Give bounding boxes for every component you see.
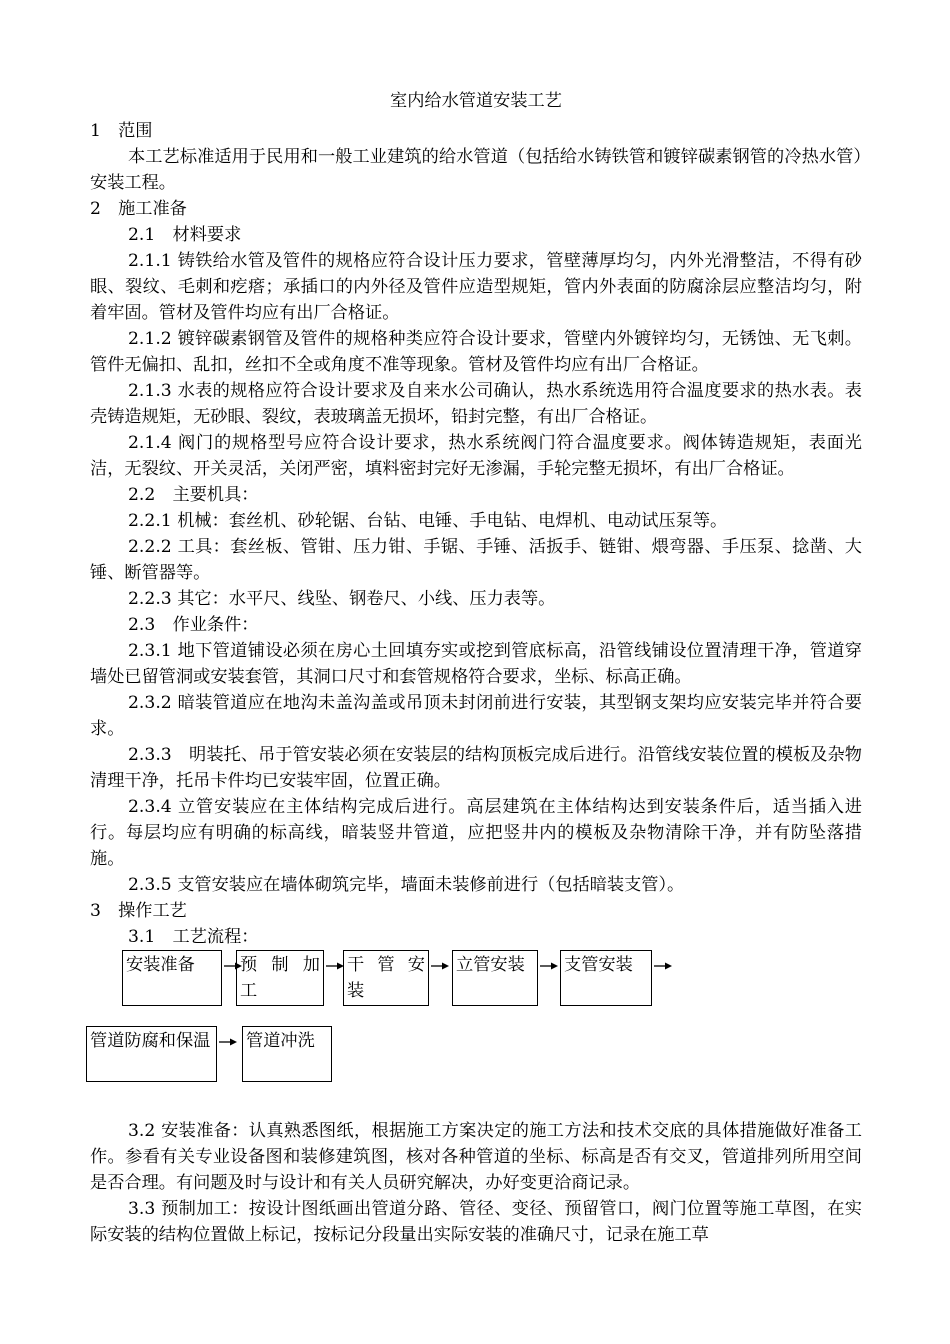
flow-arrow-icon <box>540 960 558 972</box>
clause-2-1-1: 2.1.1 铸铁给水管及管件的规格应符合设计压力要求，管壁薄厚均匀，内外光滑整洁，不得有砂眼、裂纹、毛刺和疙瘩；承插口的内外径及管件应造型规矩，管内外表面的防腐涂层应整洁均匀，附着牢固。管材及管件均应有出厂合格证。 <box>90 251 862 323</box>
clause-2-3-1: 2.3.1 地下管道铺设必须在房心土回填夯实或挖到管底标高，沿管线铺设位置清理干净，管道穿墙处已留管洞或安装套管，其洞口尺寸和套管规格符合要求，坐标、标高正确。 <box>90 641 862 687</box>
flow-arrow-icon <box>326 960 344 972</box>
flow-step-main-pipe: 干 管 安 装 <box>343 950 429 1006</box>
clause-2-2-3: 2.2.3 其它：水平尺、线坠、钢卷尺、小线、压力表等。 <box>128 589 556 609</box>
section-3-1-heading: 3.1 工艺流程： <box>128 927 259 947</box>
clause-3-3: 3.3 预制加工：按设计图纸画出管道分路、管径、变径、预留管口，阀门位置等施工草图，在实际安装的结构位置做上标记，按标记分段量出实际安装的准确尺寸，记录在施工草 <box>90 1199 862 1245</box>
flow-step-install-prep: 安装准备 <box>122 950 222 1006</box>
section-1-heading: 1 范围 <box>90 121 153 141</box>
flow-arrow-icon <box>219 1036 237 1048</box>
section-3-heading: 3 操作工艺 <box>90 901 187 921</box>
clause-2-1-2: 2.1.2 镀锌碳素钢管及管件的规格种类应符合设计要求，管壁内外镀锌均匀，无锈蚀、无飞刺。管件无偏扣、乱扣，丝扣不全或角度不准等现象。管材及管件均应有出厂合格证。 <box>90 329 862 375</box>
flow-step-flushing: 管道冲洗 <box>242 1026 332 1082</box>
clause-2-3-5: 2.3.5 支管安装应在墙体砌筑完毕，墙面未装修前进行（包括暗装支管）。 <box>128 875 685 895</box>
clause-2-2-2: 2.2.2 工具：套丝板、管钳、压力钳、手锯、手锤、活扳手、链钳、煨弯器、手压泵、捻凿、大锤、断管器等。 <box>90 537 862 583</box>
section-1-paragraph: 本工艺标准适用于民用和一般工业建筑的给水管道（包括给水铸铁管和镀锌碳素钢管的冷热水管）安装工程。 <box>90 147 862 193</box>
clause-2-1-3: 2.1.3 水表的规格应符合设计要求及自来水公司确认，热水系统选用符合温度要求的热水表。表壳铸造规矩，无砂眼、裂纹，表玻璃盖无损坏，铅封完整，有出厂合格证。 <box>90 381 862 427</box>
flow-step-riser: 立管安装 <box>452 950 538 1006</box>
section-2-heading: 2 施工准备 <box>90 199 187 219</box>
flow-arrow-icon <box>431 960 449 972</box>
flow-arrow-icon <box>654 960 672 972</box>
clause-2-3-3: 2.3.3 明装托、吊于管安装必须在安装层的结构顶板完成后进行。沿管线安装位置的模板及杂物清理干净，托吊卡件均已安装牢固，位置正确。 <box>90 745 862 791</box>
clause-3-2: 3.2 安装准备：认真熟悉图纸，根据施工方案决定的施工方法和技术交底的具体措施做好准备工作。参看有关专业设备图和装修建筑图，核对各种管道的坐标、标高是否有交叉，管道排列所用空间是否合理。有问题及时与设计和有关人员研究解决，办好变更洽商记录。 <box>90 1121 862 1193</box>
document-page <box>90 88 862 1248</box>
clause-2-3-2: 2.3.2 暗装管道应在地沟未盖沟盖或吊顶未封闭前进行安装，其型钢支架均应安装完毕并符合要求。 <box>90 693 862 739</box>
document-title: 室内给水管道安装工艺 <box>390 91 562 111</box>
section-2-1-heading: 2.1 材料要求 <box>128 225 242 245</box>
process-flowchart <box>90 950 862 1118</box>
flow-step-anticorrosion: 管道防腐和保温 <box>86 1026 217 1082</box>
flow-step-branch: 支管安装 <box>560 950 652 1006</box>
clause-2-3-4: 2.3.4 立管安装应在主体结构完成后进行。高层建筑在主体结构达到安装条件后，适当插入进行。每层均应有明确的标高线，暗装竖井管道，应把竖井内的模板及杂物清除干净，并有防坠落措施。 <box>90 797 862 869</box>
flow-step-prefabrication: 预 制 加 工 <box>236 950 324 1006</box>
section-2-3-heading: 2.3 作业条件： <box>128 615 259 635</box>
clause-2-2-1: 2.2.1 机械：套丝机、砂轮锯、台钻、电锤、手电钻、电焊机、电动试压泵等。 <box>128 511 728 531</box>
section-2-2-heading: 2.2 主要机具： <box>128 485 259 505</box>
clause-2-1-4: 2.1.4 阀门的规格型号应符合设计要求，热水系统阀门符合温度要求。阀体铸造规矩，表面光洁，无裂纹、开关灵活，关闭严密，填料密封完好无渗漏，手轮完整无损坏，有出厂合格证。 <box>90 433 862 479</box>
